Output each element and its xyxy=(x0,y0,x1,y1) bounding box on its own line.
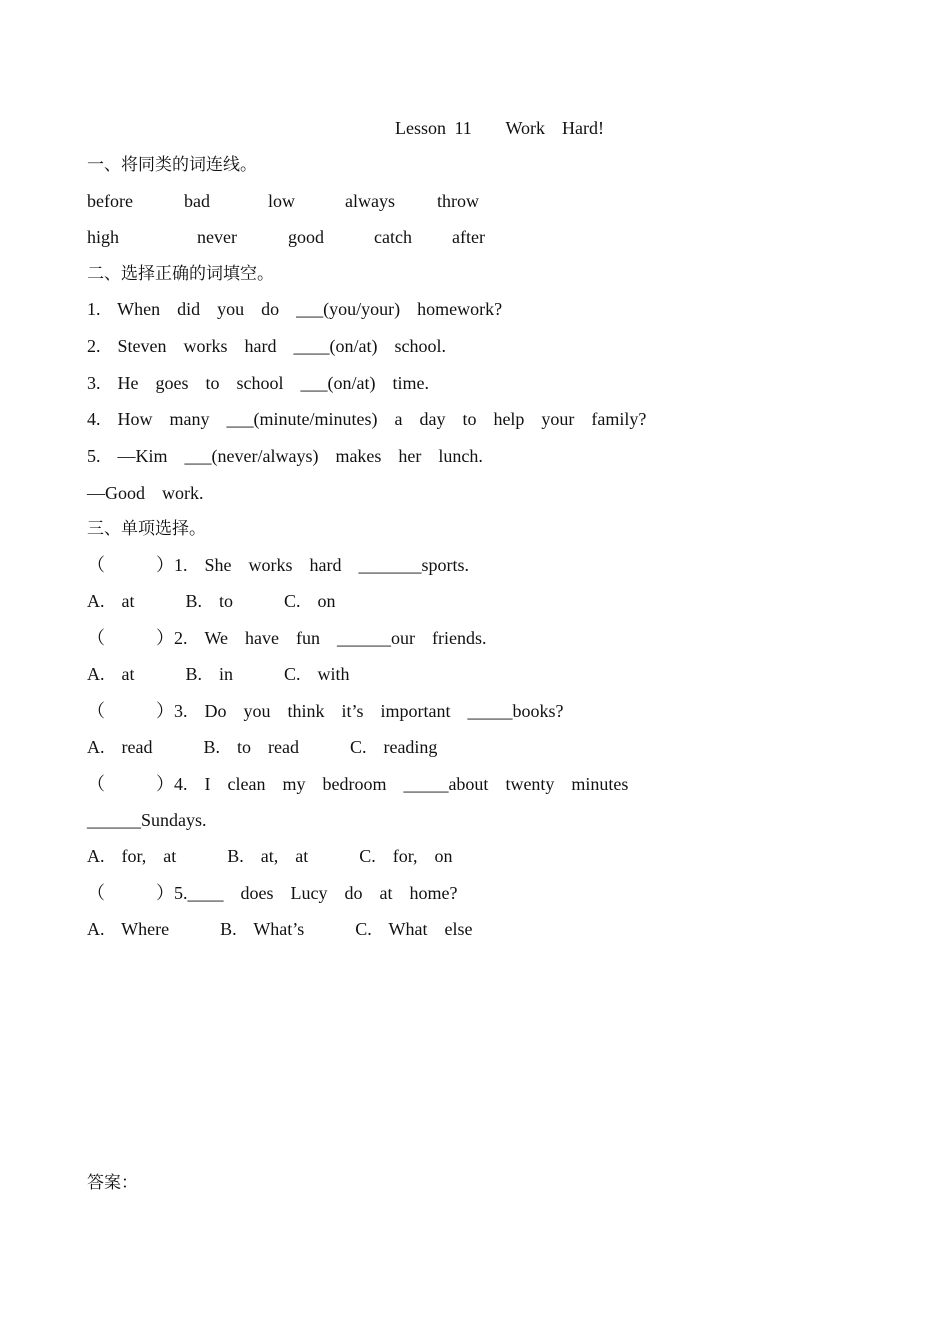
page-title: Lesson 11 Work Hard! xyxy=(394,118,605,138)
word: after xyxy=(452,227,485,247)
option-line: A. at B. in C. with xyxy=(87,664,350,684)
word: low xyxy=(268,191,295,211)
option-line: A. read B. to read C. reading xyxy=(87,737,438,757)
word: never xyxy=(197,227,237,247)
fill-blank-item: 3. He goes to school ___(on/at) time. xyxy=(87,373,429,393)
word: always xyxy=(345,191,395,211)
question-line: （ ）5.____ does Lucy do at home? xyxy=(87,883,458,903)
question-line-continued: ______Sundays. xyxy=(87,810,207,830)
word: catch xyxy=(374,227,412,247)
question-line: （ ）2. We have fun ______our friends. xyxy=(87,628,487,648)
section-3-heading: 三、单项选择。 xyxy=(87,519,206,539)
section-1-heading: 一、将同类的词连线。 xyxy=(87,155,257,175)
fill-blank-item: 5. —Kim ___(never/always) makes her lunch. xyxy=(87,446,483,466)
option-line: A. at B. to C. on xyxy=(87,591,336,611)
question-line: （ ）3. Do you think it’s important _____books? xyxy=(87,701,564,721)
word: before xyxy=(87,191,133,211)
word: bad xyxy=(184,191,210,211)
option-line: A. for, at B. at, at C. for, on xyxy=(87,846,453,866)
fill-blank-item: —Good work. xyxy=(87,483,204,503)
word: throw xyxy=(437,191,479,211)
question-line: （ ）4. I clean my bedroom _____about twenty minutes xyxy=(87,774,629,794)
word: good xyxy=(288,227,324,247)
fill-blank-item: 2. Steven works hard ____(on/at) school. xyxy=(87,336,446,356)
fill-blank-item: 4. How many ___(minute/minutes) a day to help your family? xyxy=(87,409,647,429)
answer-label: 答案： xyxy=(87,1173,138,1193)
word: high xyxy=(87,227,120,247)
fill-blank-item: 1. When did you do ___(you/your) homework? xyxy=(87,299,503,319)
option-line: A. Where B. What’s C. What else xyxy=(87,919,473,939)
question-line: （ ）1. She works hard _______sports. xyxy=(87,555,469,575)
section-2-heading: 二、选择正确的词填空。 xyxy=(87,264,274,284)
